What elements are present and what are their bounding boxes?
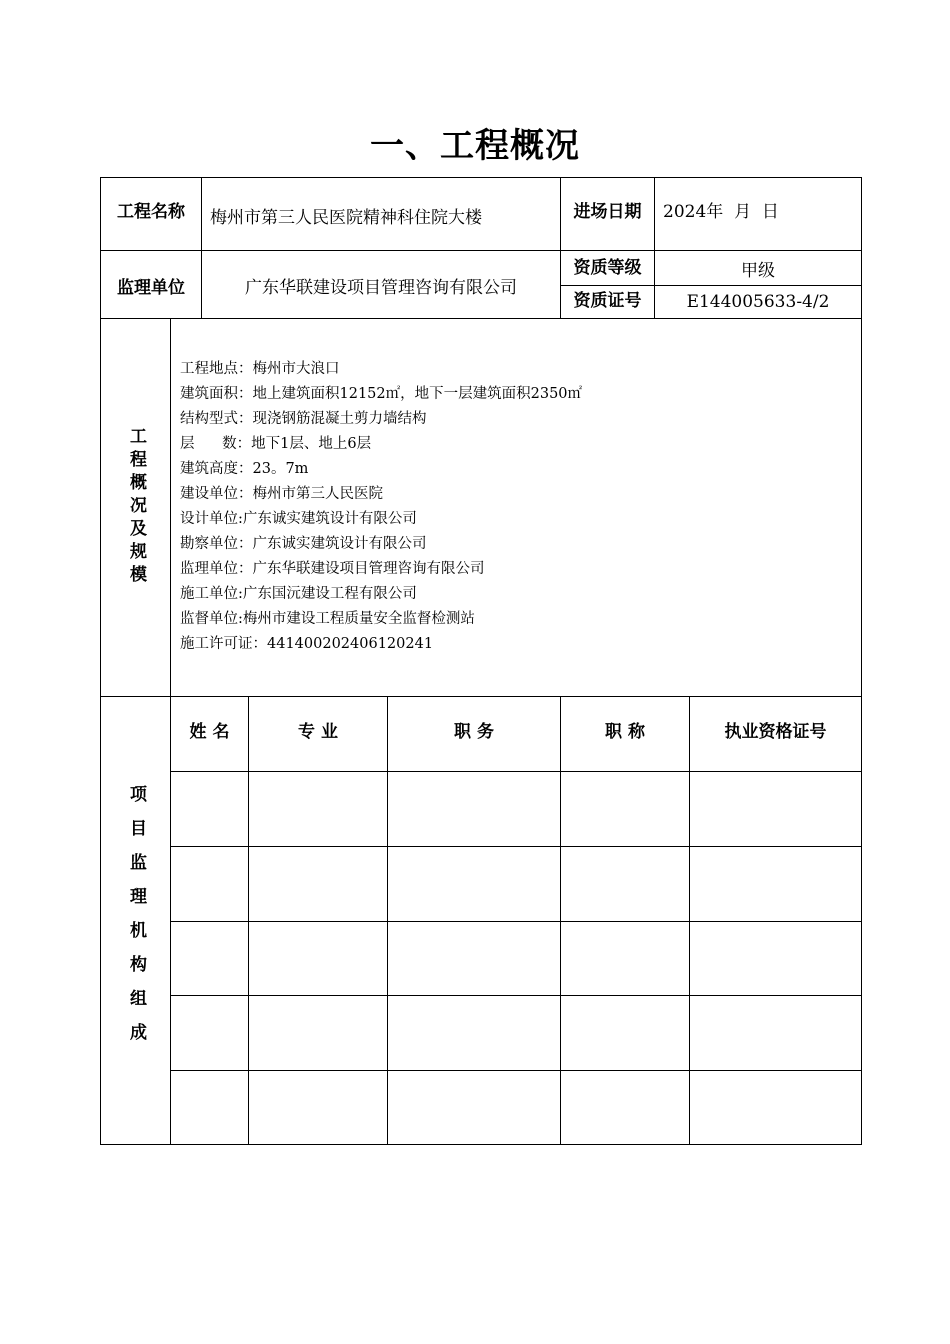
project-name-label: 工程名称: [117, 201, 185, 222]
overview-details: [180, 357, 850, 657]
overview-section-label: 工程概况及规模: [126, 427, 146, 588]
page-title: 一、工程概况: [370, 126, 580, 166]
staff-header-position: 职 务: [454, 721, 494, 742]
staff-header-license: 执业资格证号: [724, 721, 827, 742]
overview-line: 施工单位:广东国沅建设工程有限公司: [180, 586, 417, 602]
overview-line: 勘察单位：广东诚实建筑设计有限公司: [180, 536, 427, 552]
qualification-cert-label: 资质证号: [573, 290, 642, 311]
project-name-value: 梅州市第三人民医院精神科住院大楼: [210, 207, 482, 228]
qualification-level-label: 资质等级: [573, 257, 642, 278]
overview-line: 施工许可证：441400202406120241: [180, 636, 434, 652]
qualification-cert-value: E144005633-4/2: [686, 292, 830, 312]
overview-line: 建设单位：梅州市第三人民医院: [180, 486, 383, 502]
entry-date-value: 2024年 月 日: [663, 201, 779, 222]
overview-line: 建筑面积：地上建筑面积12152㎡，地下一层建筑面积2350㎡: [180, 386, 583, 402]
qualification-level-value: 甲级: [741, 260, 775, 281]
overview-line: 建筑高度：23。7m: [180, 461, 309, 477]
supervisor-label: 监理单位: [117, 277, 185, 298]
supervisor-value: 广东华联建设项目管理咨询有限公司: [245, 277, 517, 298]
staff-header-title: 职 称: [605, 721, 645, 742]
staff-header-specialty: 专 业: [298, 721, 338, 742]
overview-line: 监督单位:梅州市建设工程质量安全监督检测站: [180, 611, 475, 627]
staff-header-name: 姓 名: [189, 721, 230, 742]
overview-line: 层 数：地下1层、地上6层: [180, 436, 372, 452]
overview-line: 工程地点：梅州市大浪口: [180, 361, 340, 377]
staff-section-label: 项目监理机构组成: [126, 784, 146, 1057]
overview-line: 监理单位：广东华联建设项目管理咨询有限公司: [180, 561, 485, 577]
overview-line: 结构型式：现浇钢筋混凝土剪力墙结构: [180, 411, 427, 427]
overview-line: 设计单位:广东诚实建筑设计有限公司: [180, 511, 417, 527]
entry-date-label: 进场日期: [573, 201, 642, 222]
